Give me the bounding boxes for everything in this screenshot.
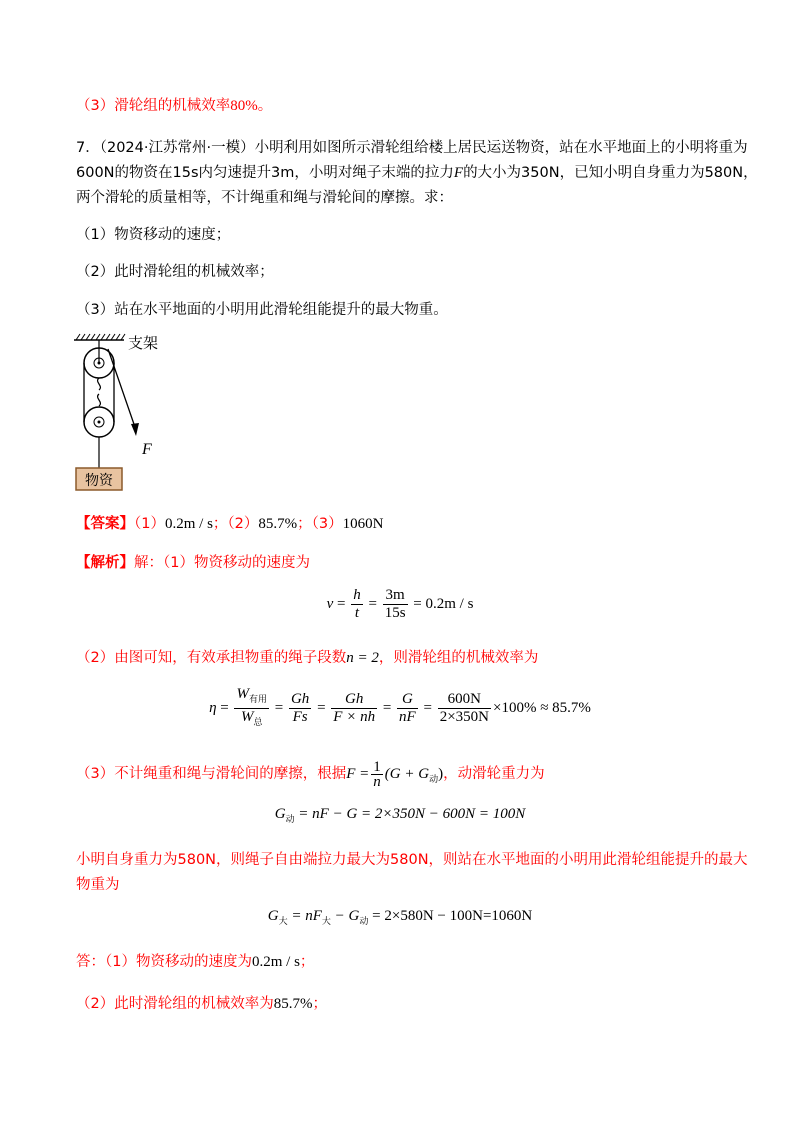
eq2-f5-num: 600N: [447, 691, 481, 707]
prev-answer-line: [76, 96, 272, 116]
eq4-mid2-sub: 动: [359, 916, 369, 926]
eq1-frac-1: [351, 587, 363, 622]
eq2-frac-3: [331, 691, 377, 726]
fixed-pulley-center: [98, 362, 101, 365]
equation-velocity: v = $\frac{h}{t}$ = $\frac{3m}{15s}$ = 0.2m / s: [326, 587, 474, 621]
force-label: F: [142, 441, 152, 458]
equation-movable-pulley-weight: [0, 806, 800, 825]
step3-formula-close: ): [438, 766, 444, 782]
answer-s1: ；: [212, 516, 228, 532]
answer-p3: （3）: [311, 516, 343, 532]
analysis-step-4-line-1: 小明自身重力为580N，则绳子自由端拉力最大为580N，则站在水平地面的小明用此滑轮组能提升的最大: [76, 852, 748, 868]
conclusion2-suffix: ；: [312, 996, 327, 1012]
eq2-f4-den: nF: [399, 709, 416, 725]
analysis-tag: 【解析】: [76, 555, 134, 571]
eq2-f1-num-sub: 有用: [248, 694, 267, 704]
eq2-f1-den: W: [240, 709, 254, 725]
analysis-intro-line: [76, 553, 310, 573]
step3-formula-paren: (G + G: [384, 766, 430, 782]
problem-line-2: [76, 163, 758, 183]
problem-line-2b: 的大小为350N，已知小明自身重力为580N，: [463, 165, 758, 181]
eq3-rhs: = nF − G = 2×350N − 600N = 100N: [298, 806, 526, 822]
support-label: 支架: [128, 334, 159, 352]
answer-p2: （2）: [227, 516, 259, 532]
eq4-mid2: − G: [330, 908, 360, 924]
equation-efficiency: η = $\frac{W_{有用}}{W_总}$ = $\frac{Gh}{Fs}$ = $\frac{Gh}{F \times nh}$ = $\frac{G}{nF}$ = $\frac{600N}{2\times 350N}$ ×100% ≈ 85.7%: [0, 686, 800, 731]
question-2: （2）此时滑轮组的机械效率；: [76, 264, 274, 280]
step3-text-a: （3）不计绳重和绳与滑轮间的摩擦，根据: [76, 766, 347, 782]
eq2-frac-2: [289, 691, 311, 726]
answer-tag: 【答案】: [76, 516, 134, 532]
answer-v3: 1060N: [342, 516, 384, 532]
movable-hook: [98, 394, 101, 406]
conclusion-2: [76, 994, 327, 1014]
eq1-den1: t: [351, 604, 363, 622]
answer-v1: 0.2m / s: [164, 516, 213, 532]
question-3: （3）站在水平地面的小明用此滑轮组能提升的最大物重。: [76, 302, 448, 318]
problem-force-var: F: [453, 165, 464, 181]
conclusion1-suffix: ；: [299, 954, 315, 970]
step3-text-b: ，动滑轮重力为: [443, 766, 545, 782]
eq1-den2: 15s: [384, 605, 406, 621]
eq1-num2: 3m: [385, 587, 405, 603]
equation-max-load: [0, 908, 800, 927]
eq4-mid-sub: 大: [321, 916, 331, 926]
movable-pulley-center: [98, 421, 101, 424]
eq4-lhs-sub: 大: [278, 916, 288, 926]
problem-line-1: 7．（2024·江苏常州·一模）小明利用如图所示滑轮组给楼上居民运送物资，站在水平地面上的小明将重为: [76, 140, 748, 156]
eq2-f3-den: F × nh: [333, 709, 376, 725]
eq1-lhs: v: [326, 595, 334, 612]
eq4-lhs: G: [267, 908, 279, 924]
analysis-step-4-line-2: 物重为: [76, 877, 120, 893]
eq2-tail: ×100% ≈ 85.7%: [492, 699, 591, 716]
eq2-frac-1: [234, 686, 269, 731]
rope-free-end: [108, 349, 136, 430]
eq1-frac-2: [383, 587, 408, 622]
conclusion1-value: 0.2m / s: [251, 954, 300, 970]
question-1: （1）物资移动的速度；: [76, 227, 231, 243]
answer-line: [76, 514, 383, 534]
pulley-diagram: [68, 332, 208, 497]
step2-n: n = 2: [346, 650, 379, 666]
eq2-f2-den: Fs: [289, 708, 311, 726]
answer-v2: 85.7%: [258, 516, 298, 532]
conclusion2-text: （2）此时滑轮组的机械效率为: [76, 996, 274, 1012]
load-label: 物资: [85, 473, 113, 489]
step2-text-a: （2）由图可知，有效承担物重的绳子段数: [76, 650, 347, 666]
support-hatch: [76, 334, 125, 340]
analysis-step-3: [76, 758, 545, 790]
eq3-lhs-sub: 动: [285, 814, 295, 824]
conclusion1-text: 答：（1）物资移动的速度为: [76, 954, 252, 970]
fixed-hook: [98, 378, 101, 390]
prev-answer-value: 80%: [230, 98, 258, 114]
conclusion-1: [76, 952, 314, 972]
eq2-f1-num: W: [236, 686, 249, 702]
eq2-f3-num: Gh: [345, 691, 364, 707]
step3-formula-lhs: F =: [346, 766, 370, 782]
answer-s2: ；: [297, 516, 312, 532]
problem-line-3: 两个滑轮的质量相等，不计绳重和绳与滑轮间的摩擦。求：: [76, 190, 453, 206]
step2-text-b: ，则滑轮组的机械效率为: [378, 650, 539, 666]
prev-answer-suffix: 。: [257, 98, 273, 114]
eq2-frac-5: [438, 691, 491, 726]
eq2-lhs: η: [209, 699, 217, 716]
eq4-mid: = nF: [287, 908, 322, 924]
force-arrow: [131, 423, 139, 436]
eq2-f5-den: 2×350N: [439, 709, 489, 725]
conclusion2-value: 85.7%: [273, 996, 313, 1012]
eq2-frac-4: [397, 691, 418, 726]
analysis-step-2: [76, 648, 538, 668]
analysis-intro: 解：（1）物资移动的速度为: [134, 555, 310, 571]
answer-p1: （1）: [134, 516, 165, 532]
eq1-num1: h: [353, 587, 361, 603]
step3-formula-sub: 动: [429, 774, 439, 784]
eq3-lhs: G: [274, 806, 286, 822]
eq2-f1-den-sub: 总: [253, 717, 263, 727]
eq4-rhs: = 2×580N − 100N=1060N: [368, 908, 533, 924]
eq1-result: = 0.2m / s: [413, 595, 474, 612]
step3-formula-frac: [371, 760, 383, 789]
step3-formula-den: n: [373, 774, 381, 791]
eq2-f2-num: Gh: [290, 691, 310, 707]
eq2-f4-num: G: [401, 691, 413, 707]
problem-line-2a: 600N的物资在15s内匀速提升3m，小明对绳子末端的拉力: [76, 165, 454, 181]
prev-answer-prefix: （3）滑轮组的机械效率: [76, 98, 231, 114]
step3-formula-num: 1: [373, 759, 381, 776]
